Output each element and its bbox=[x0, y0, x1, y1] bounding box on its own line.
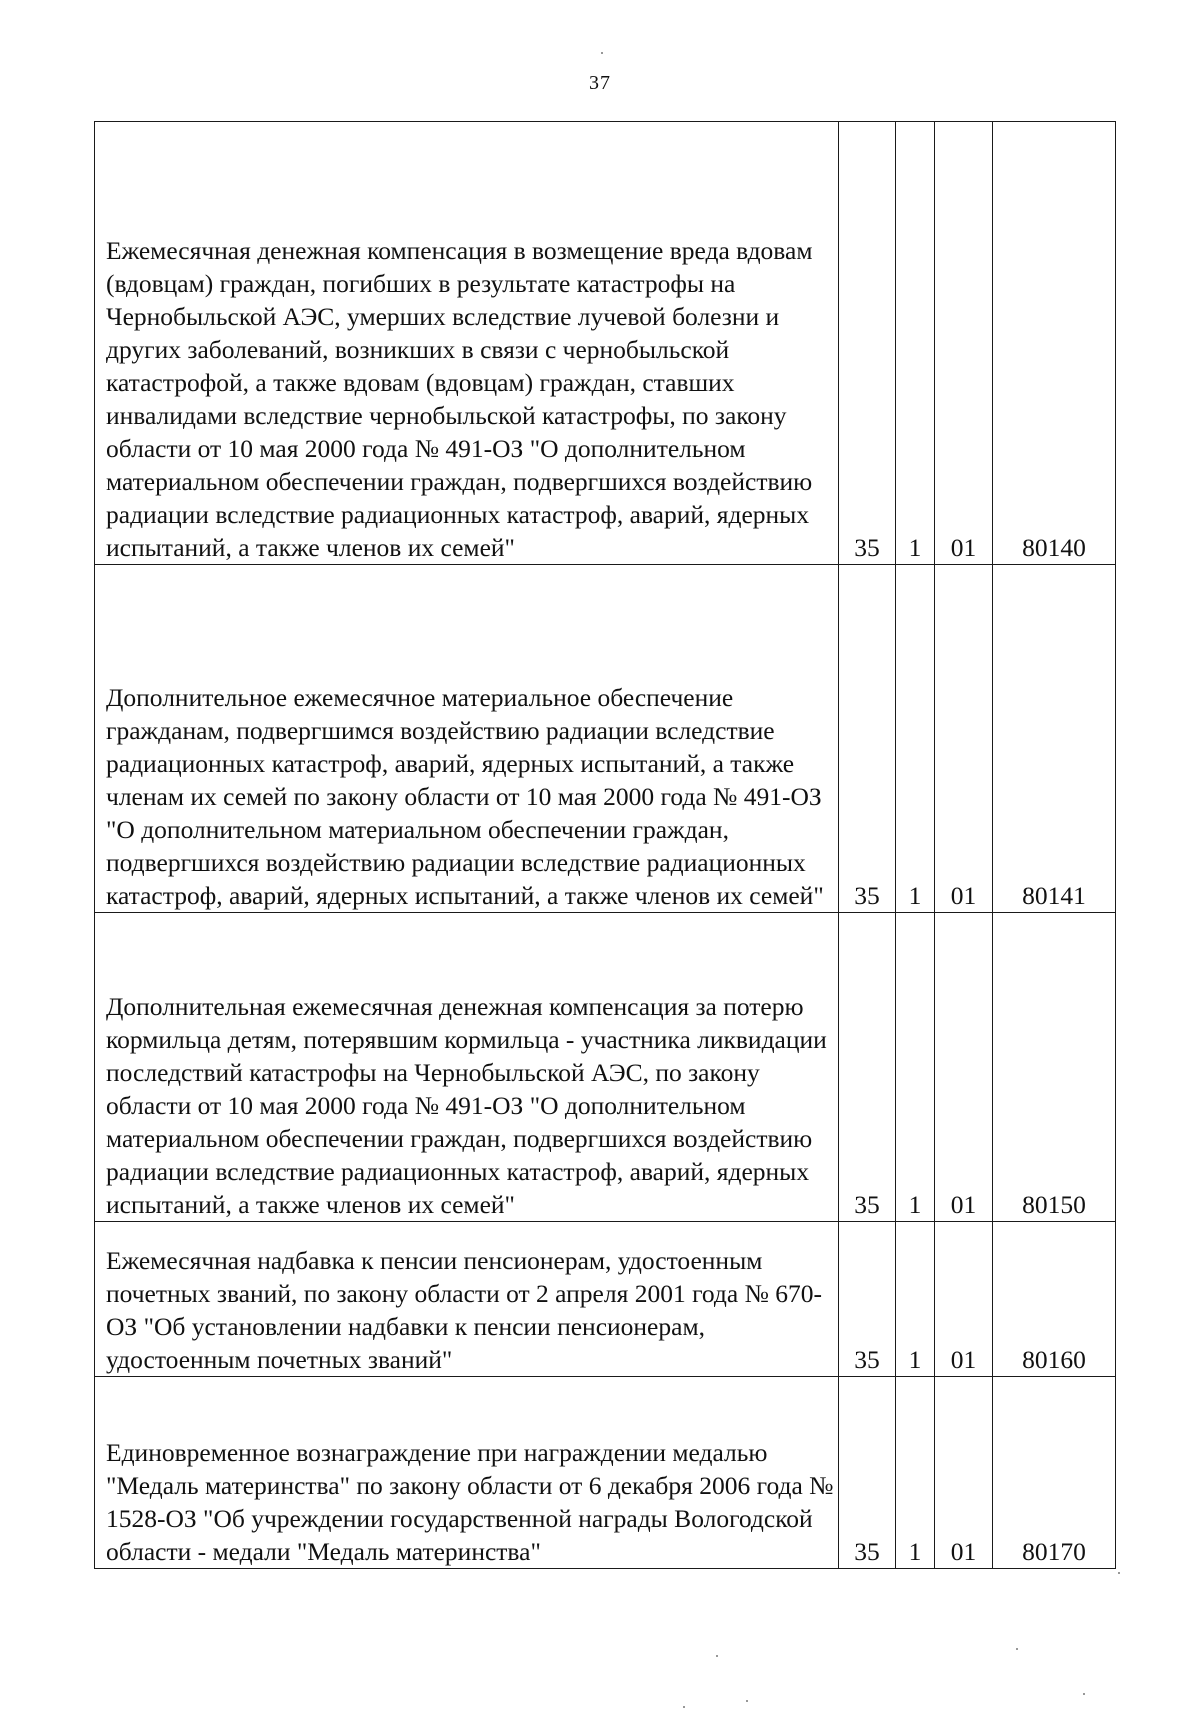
code-cell-3: 01 bbox=[935, 1222, 993, 1377]
code-cell-4: 80140 bbox=[993, 122, 1116, 565]
scan-speck bbox=[1016, 1648, 1018, 1650]
code-cell-2: 1 bbox=[896, 565, 935, 913]
code-cell-4: 80150 bbox=[993, 913, 1116, 1222]
page-number: 37 bbox=[589, 72, 611, 94]
code-cell-3: 01 bbox=[935, 913, 993, 1222]
code-cell-1: 35 bbox=[839, 913, 896, 1222]
row-description: Дополнительное ежемесячное материальное обеспечение гражданам, подвергшимся воздействию радиации вследствие радиационных катастроф, аварий, ядерных испытаний, а также членам их семей по закону области от 10 мая 2000 года № 491-ОЗ "О дополнительном материальном обеспечении граждан, подвергшихся воздействию радиации вследствие радиационных катастроф, аварий, ядерных испытаний, а также членов их семей" bbox=[95, 565, 839, 913]
code-cell-3: 01 bbox=[935, 565, 993, 913]
code-cell-2: 1 bbox=[896, 122, 935, 565]
table-row bbox=[95, 122, 1116, 565]
scan-speck bbox=[1083, 1693, 1085, 1695]
table-row bbox=[95, 913, 1116, 1222]
code-cell-4: 80160 bbox=[993, 1222, 1116, 1377]
row-description: Ежемесячная денежная компенсация в возмещение вреда вдовам (вдовцам) граждан, погибших в результате катастрофы на Чернобыльской АЭС, умерших вследствие лучевой болезни и других заболеваний, возникших в связи с чернобыльской катастрофой, а также вдовам (вдовцам) граждан, ставших инвалидами вследствие чернобыльской катастрофы, по закону области от 10 мая 2000 года № 491-ОЗ "О дополнительном материальном обеспечении граждан, подвергшихся воздействию радиации вследствие радиационных катастроф, аварий, ядерных испытаний, а также членов их семей" bbox=[95, 122, 839, 565]
code-cell-4: 80170 bbox=[993, 1377, 1116, 1569]
code-cell-3: 01 bbox=[935, 1377, 993, 1569]
scan-speck bbox=[683, 1706, 685, 1708]
code-cell-1: 35 bbox=[839, 122, 896, 565]
table-row bbox=[95, 565, 1116, 913]
code-cell-1: 35 bbox=[839, 565, 896, 913]
code-cell-1: 35 bbox=[839, 1222, 896, 1377]
code-cell-3: 01 bbox=[935, 122, 993, 565]
row-description: Ежемесячная надбавка к пенсии пенсионерам, удостоенным почетных званий, по закону области от 2 апреля 2001 года № 670-ОЗ "Об установлении надбавки к пенсии пенсионерам, удостоенным почетных званий" bbox=[95, 1222, 839, 1377]
scan-speck bbox=[716, 1655, 718, 1657]
code-cell-2: 1 bbox=[896, 913, 935, 1222]
code-cell-2: 1 bbox=[896, 1222, 935, 1377]
scan-speck bbox=[601, 52, 603, 54]
code-cell-1: 35 bbox=[839, 1377, 896, 1569]
row-description: Единовременное вознаграждение при награждении медалью "Медаль материнства" по закону области от 6 декабря 2006 года № 1528-ОЗ "Об учреждении государственной награды Вологодской области - медали "Медаль материнства" bbox=[95, 1377, 839, 1569]
table-row bbox=[95, 1377, 1116, 1569]
code-cell-2: 1 bbox=[896, 1377, 935, 1569]
table-row bbox=[95, 1222, 1116, 1377]
code-cell-4: 80141 bbox=[993, 565, 1116, 913]
scan-speck bbox=[746, 1700, 748, 1702]
budget-table bbox=[94, 121, 1116, 1569]
scan-speck bbox=[1118, 1572, 1120, 1574]
row-description: Дополнительная ежемесячная денежная компенсация за потерю кормильца детям, потерявшим кормильца - участника ликвидации последствий катастрофы на Чернобыльской АЭС, по закону области от 10 мая 2000 года № 491-ОЗ "О дополнительном материальном обеспечении граждан, подвергшихся воздействию радиации вследствие радиационных катастроф, аварий, ядерных испытаний, а также членов их семей" bbox=[95, 913, 839, 1222]
